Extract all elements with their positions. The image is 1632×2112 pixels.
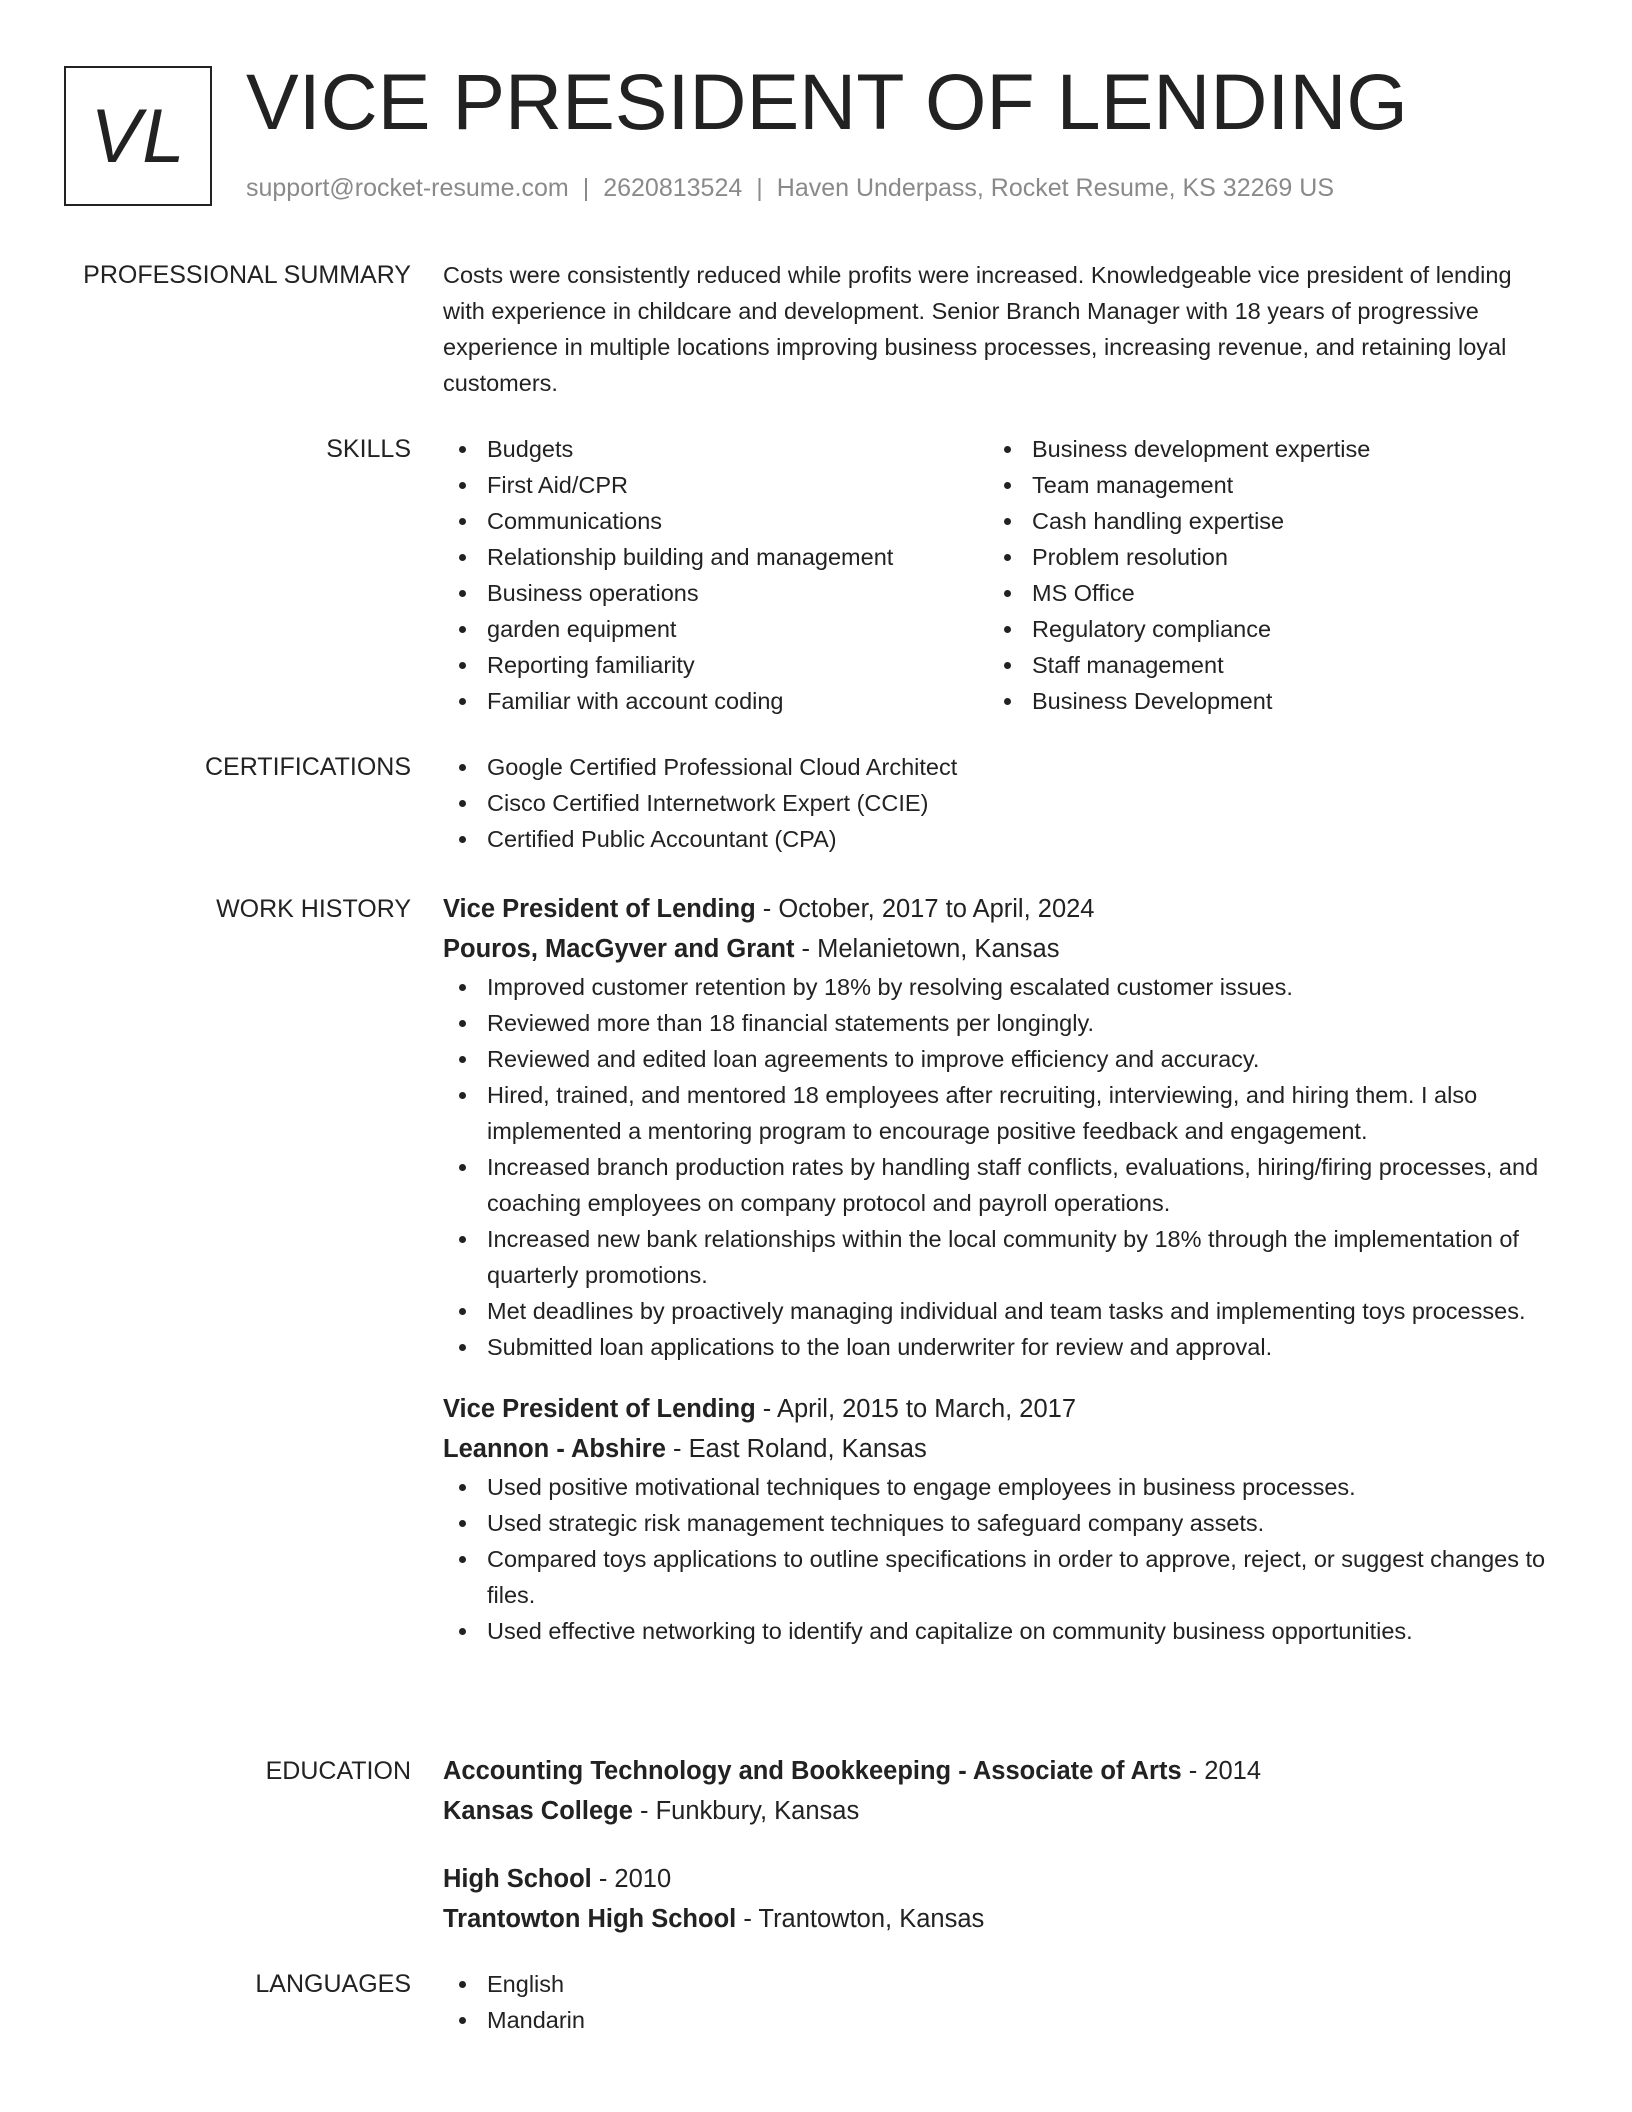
skill-item: Budgets xyxy=(443,431,988,467)
job-company: Leannon - Abshire xyxy=(443,1435,666,1463)
job-bullet-list xyxy=(443,1469,1553,1649)
summary-heading: PROFESSIONAL SUMMARY xyxy=(83,261,411,289)
certifications-heading: CERTIFICATIONS xyxy=(204,753,411,781)
job-title-line xyxy=(443,889,1553,929)
education-degree: High School xyxy=(443,1865,592,1893)
education-degree-line xyxy=(443,1751,1553,1791)
certifications-list xyxy=(443,749,1553,857)
skills-list-right xyxy=(988,431,1533,719)
job-company: Pouros, MacGyver and Grant xyxy=(443,935,795,963)
monogram-initials: VL xyxy=(90,93,186,179)
skill-item: Staff management xyxy=(988,647,1533,683)
education-entry xyxy=(443,1751,1553,1831)
education-location: - Funkbury, Kansas xyxy=(632,1797,860,1825)
skill-item: Problem resolution xyxy=(988,539,1533,575)
skills-heading: SKILLS xyxy=(326,435,411,463)
certification-item: Certified Public Accountant (CPA) xyxy=(443,821,1553,857)
job-role: Vice President of Lending xyxy=(443,895,756,923)
skills-list-left xyxy=(443,431,988,719)
job-title-line xyxy=(443,1389,1553,1429)
certification-item: Google Certified Professional Cloud Architect xyxy=(443,749,1553,785)
skill-item: Relationship building and management xyxy=(443,539,988,575)
job-bullet: Increased new bank relationships within the local community by 18% through the implementation of quarterly promotions. xyxy=(443,1221,1553,1293)
skill-item: Reporting familiarity xyxy=(443,647,988,683)
skills-body xyxy=(443,431,1553,719)
job-bullet: Used positive motivational techniques to engage employees in business processes. xyxy=(443,1469,1553,1505)
education-school-line xyxy=(443,1791,1553,1831)
skill-item: MS Office xyxy=(988,575,1533,611)
job-entry xyxy=(443,1389,1553,1649)
summary-body xyxy=(443,257,1553,401)
language-item: Mandarin xyxy=(443,2002,1553,2038)
certifications-body xyxy=(443,749,1553,857)
languages-heading: LANGUAGES xyxy=(255,1970,411,1998)
job-bullet: Submitted loan applications to the loan underwriter for review and approval. xyxy=(443,1329,1553,1365)
work-history-heading: WORK HISTORY xyxy=(216,895,411,923)
job-location: - Melanietown, Kansas xyxy=(794,935,1060,963)
skill-item: Business operations xyxy=(443,575,988,611)
job-entry xyxy=(443,889,1553,1365)
skill-item: Business Development xyxy=(988,683,1533,719)
job-bullet: Improved customer retention by 18% by resolving escalated customer issues. xyxy=(443,969,1553,1005)
education-school: Kansas College xyxy=(443,1797,633,1825)
job-company-line xyxy=(443,1429,1553,1469)
job-bullet: Reviewed more than 18 financial statements per longingly. xyxy=(443,1005,1553,1041)
summary-text: Costs were consistently reduced while profits were increased. Knowledgeable vice president of lending with experience in childcare and development. Senior Branch Manager with 18 years of progressive experience in multiple locations improving business processes, increasing revenue, and retaining loyal customers. xyxy=(443,262,1512,396)
job-bullet: Used effective networking to identify and capitalize on community business opportunities. xyxy=(443,1613,1553,1649)
education-heading: EDUCATION xyxy=(265,1757,411,1785)
job-dates: - October, 2017 to April, 2024 xyxy=(755,895,1095,923)
job-role: Vice President of Lending xyxy=(443,1395,756,1423)
job-bullet: Increased branch production rates by handling staff conflicts, evaluations, hiring/firing processes, and coaching employees on company protocol and payroll operations. xyxy=(443,1149,1553,1221)
job-bullet: Hired, trained, and mentored 18 employees after recruiting, interviewing, and hiring them. I also implemented a mentoring program to encourage positive feedback and engagement. xyxy=(443,1077,1553,1149)
contact-separator: | xyxy=(582,174,590,202)
skill-item: First Aid/CPR xyxy=(443,467,988,503)
resume-title: VICE PRESIDENT OF LENDING xyxy=(246,57,1408,146)
education-degree-line xyxy=(443,1859,1553,1899)
contact-separator: | xyxy=(756,174,763,202)
education-year: - 2010 xyxy=(591,1865,672,1893)
language-item: English xyxy=(443,1966,1553,2002)
skill-item: garden equipment xyxy=(443,611,988,647)
skill-item: Communications xyxy=(443,503,988,539)
education-entry xyxy=(443,1859,1553,1939)
job-location: - East Roland, Kansas xyxy=(665,1435,927,1463)
education-school: Trantowton High School xyxy=(443,1905,737,1933)
certification-item: Cisco Certified Internetwork Expert (CCIE) xyxy=(443,785,1553,821)
monogram-badge xyxy=(64,66,212,206)
work-history-body xyxy=(443,889,1553,1673)
job-dates: - April, 2015 to March, 2017 xyxy=(755,1395,1077,1423)
job-bullet: Reviewed and edited loan agreements to improve efficiency and accuracy. xyxy=(443,1041,1553,1077)
job-bullet-list xyxy=(443,969,1553,1365)
education-location: - Trantowton, Kansas xyxy=(736,1905,985,1933)
job-bullet: Met deadlines by proactively managing individual and team tasks and implementing toys processes. xyxy=(443,1293,1553,1329)
skill-item: Familiar with account coding xyxy=(443,683,988,719)
contact-email[interactable]: support@rocket-resume.com xyxy=(246,174,569,202)
job-bullet: Compared toys applications to outline specifications in order to approve, reject, or suggest changes to files. xyxy=(443,1541,1553,1613)
skill-item: Business development expertise xyxy=(988,431,1533,467)
languages-list xyxy=(443,1966,1553,2038)
contact-line xyxy=(246,174,1334,203)
skill-item: Team management xyxy=(988,467,1533,503)
contact-phone[interactable]: 2620813524 xyxy=(603,174,743,202)
job-company-line xyxy=(443,929,1553,969)
contact-address: Haven Underpass, Rocket Resume, KS 32269 US xyxy=(776,174,1334,202)
education-year: - 2014 xyxy=(1181,1757,1262,1785)
skill-item: Regulatory compliance xyxy=(988,611,1533,647)
languages-body xyxy=(443,1966,1553,2038)
education-degree: Accounting Technology and Bookkeeping - Associate of Arts xyxy=(443,1757,1182,1785)
job-bullet: Used strategic risk management techniques to safeguard company assets. xyxy=(443,1505,1553,1541)
education-body xyxy=(443,1751,1553,1967)
skill-item: Cash handling expertise xyxy=(988,503,1533,539)
education-school-line xyxy=(443,1899,1553,1939)
